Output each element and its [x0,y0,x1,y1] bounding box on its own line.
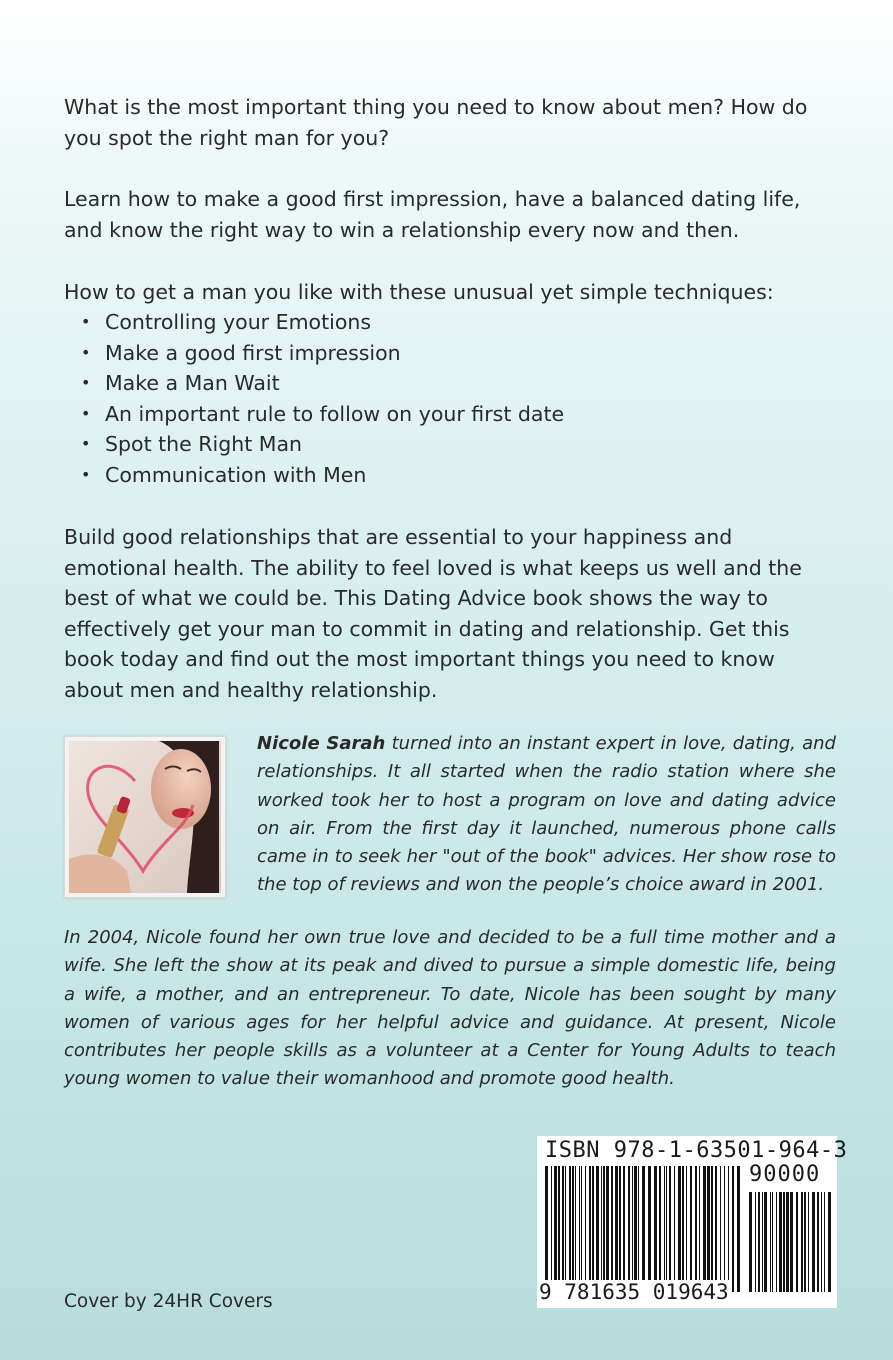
barcode-bar [664,1166,665,1292]
barcode-bar [699,1166,700,1292]
barcode-bar [642,1166,645,1292]
barcode-bar [619,1166,621,1292]
intro-paragraph: What is the most important thing you need to know about men? How do you spot the right man for you? [64,95,808,150]
barcode-bar [623,1166,625,1292]
barcode-bar [565,1166,566,1292]
author-portrait-illustration [69,741,221,893]
barcode-bar [603,1166,605,1292]
barcode-bar [654,1166,657,1292]
techniques-heading: How to get a man you like with these unusual yet simple techniques: [64,280,774,304]
barcode-bar [779,1192,782,1292]
barcode-bar [707,1166,710,1292]
barcode-bar [674,1166,675,1292]
author-photo [64,736,226,898]
techniques-list [64,307,564,491]
barcode-bar [634,1166,637,1292]
author-bio-continued: In 2004, Nicole found her own true love and decided to be a full time mother and a wife. She left the show at its peak and dived to pursue a simple domestic life, being a wife, a mother, and an entrepreneur. To date, Nicole has been sought by many women of various ages for her helpful advice and guidance. At present, Nicole contributes her people skills as a volunteer at a Center for Young Adults to teach young women to value their womanhood and promote good health. [64,927,836,1090]
barcode-bar [772,1192,773,1292]
list-item: • Make a good first impression [64,338,564,369]
ean-barcode-bars [545,1166,743,1292]
isbn-label: ISBN 978-1-63501-964-3 [545,1138,848,1163]
barcode-bar [632,1166,633,1292]
isbn-addon-label: 90000 [749,1162,821,1187]
barcode-bar [638,1166,639,1292]
barcode-bar [558,1166,560,1292]
barcode-bar [786,1192,789,1292]
barcode-bar [762,1192,763,1292]
barcode-bar [592,1166,594,1292]
barcode-bar [686,1166,687,1292]
barcode-bar [659,1166,661,1292]
ean-digits: 9 781635 019643 [539,1280,729,1304]
author-bio-intro [257,730,836,900]
barcode-bar [648,1166,651,1292]
barcode-bar [611,1166,613,1292]
learn-paragraph: Learn how to make a good first impression, have a balanced dating life, and know the right way to win a relationship every now and then. [64,187,801,242]
list-item: • Make a Man Wait [64,368,564,399]
barcode-bar [690,1166,692,1292]
list-item: • Communication with Men [64,460,564,491]
barcode-bar [666,1166,667,1292]
isbn-barcode [537,1136,848,1308]
barcode-bar [551,1166,552,1292]
barcode-bar [669,1166,671,1292]
barcode-bar [770,1192,771,1292]
barcode-bar [703,1166,706,1292]
barcode-bar [828,1192,831,1292]
barcode-bar [804,1192,806,1292]
barcode-bar [569,1166,571,1292]
barcode-bar [755,1192,756,1292]
barcode-bar [801,1192,803,1292]
barcode-bar [601,1166,602,1292]
barcode-bar [579,1166,580,1292]
barcode-bar [720,1166,721,1292]
barcode-bar [749,1192,752,1292]
barcode-bar [790,1192,793,1292]
barcode-bar [554,1166,557,1292]
barcode-bar [575,1166,576,1292]
cover-credit: Cover by 24HR Covers [64,1291,273,1312]
barcode-bar [615,1166,618,1292]
barcode-bar [545,1166,548,1292]
barcode-bar [732,1166,734,1292]
barcode-bar [737,1166,740,1292]
barcode-bar [724,1166,725,1292]
barcode-bar [682,1166,684,1292]
barcode-bar [821,1192,822,1292]
barcode-bar [585,1166,586,1292]
barcode-bar [695,1166,697,1292]
barcode-bar [581,1166,582,1292]
list-item: • Spot the Right Man [64,429,564,460]
addon-barcode-bars [749,1192,831,1292]
barcode-bar [589,1166,591,1292]
barcode-bar [817,1192,819,1292]
barcode-bar [628,1166,630,1292]
barcode-bar [715,1166,717,1292]
barcode-bar [808,1192,809,1292]
barcode-bar [711,1166,713,1292]
barcode-bar [596,1166,599,1292]
barcode-bar [728,1166,729,1292]
barcode-bar [812,1192,815,1292]
barcode-bar [572,1166,574,1292]
author-bio-text: turned into an instant expert in love, dating, and relationships. It all started when the radio station where she worked took her to host a program on love and dating advice on air. From the first day it launched, numerous phone calls came in to seek her "out of the book" advices. Her show rose to the top of reviews and won the people’s choice award in 2001. [257,733,836,896]
barcode-bar [606,1166,609,1292]
list-item: • An important rule to follow on your first date [64,399,564,430]
barcode-bar [824,1192,825,1292]
build-paragraph: Build good relationships that are essential to your happiness and emotional health. The ability to feel loved is what keeps us well and the best of what we could be. This Dating Advice book shows the way to effectively get your man to commit in dating and relationship. Get this book today and find out the most important things you need to know about men and healthy relationship. [64,525,802,702]
barcode-bar [776,1192,777,1292]
barcode-bar [562,1166,564,1292]
barcode-bar [796,1192,798,1292]
author-name: Nicole Sarah [257,733,386,754]
barcode-bar [764,1192,767,1292]
list-item: • Controlling your Emotions [64,307,564,338]
barcode-bar [758,1192,760,1292]
barcode-bar [678,1166,681,1292]
barcode-bar [783,1192,785,1292]
